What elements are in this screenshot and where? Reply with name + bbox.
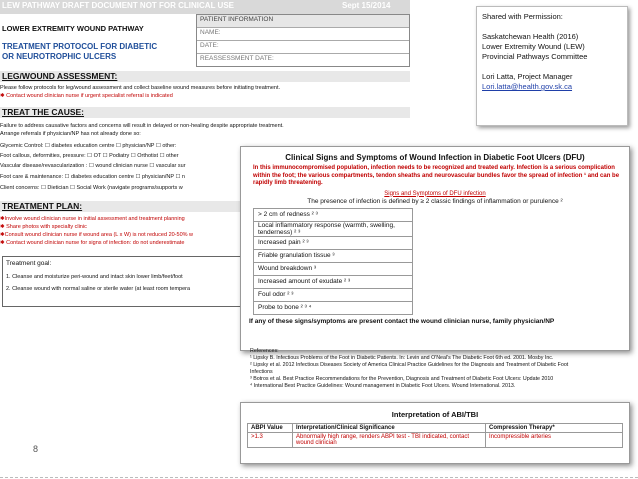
page-number: 8	[33, 444, 39, 454]
protocol-title-2: OR NEUROTROPHIC ULCERS	[2, 52, 117, 61]
permission-box	[476, 6, 628, 126]
treatment-step: 1. Cleanse and moisturize peri-wound and intact skin lower limb/feet/foot	[6, 274, 183, 280]
plan-heading: TREATMENT PLAN:	[0, 201, 410, 212]
abi-value: >1.3	[248, 433, 293, 448]
reference-line: Infections	[250, 369, 273, 375]
dfu-definition: The presence of infection is defined by ≥ 2 classic findings of inflammation or purulence ²	[307, 197, 563, 205]
treatment-step: 2. Cleanse wound with normal saline or sterile water (at least room tempera	[6, 286, 191, 292]
dfu-subtitle: Signs and Symptoms of DFU infection	[384, 190, 486, 197]
assessment-text: Please follow protocols for leg/wound assessment and collect baseline wound measures before initiating treatment.	[0, 85, 281, 91]
plan-item: ✱ Share photos with specialty clinic	[0, 224, 87, 230]
treatment-goal-label: Treatment goal:	[6, 260, 52, 267]
dfu-infection-panel	[240, 146, 630, 351]
plan-item: ✱Consult wound clinician nurse if wound area (L x W) is not reduced 20-50% w	[0, 232, 194, 238]
reassessment-date-field[interactable]: REASSESSMENT DATE:	[200, 55, 274, 62]
permission-committee: Provincial Pathways Committee	[482, 52, 588, 61]
patient-info-heading: PATIENT INFORMATION	[197, 15, 409, 28]
permission-source: Saskatchewan Health (2016)	[482, 32, 579, 41]
abi-col-header: ABPI Value	[248, 424, 293, 433]
sign-row: Friable granulation tissue ³	[254, 249, 413, 262]
sign-row: Wound breakdown ³	[254, 262, 413, 275]
draft-date: Sept 15/2014	[342, 1, 391, 10]
referral-item: Foot callous, deformities, pressure: ☐ OT ☐ Podiatry ☐ Orthotist ☐ other	[0, 153, 179, 159]
draft-notice: LEW PATHWAY DRAFT DOCUMENT NOT FOR CLINICAL USE	[2, 1, 234, 10]
sign-row: Increased amount of exudate ² ³	[254, 275, 413, 288]
plan-item: ✱Involve wound clinician nurse in initial assessment and treatment planning	[0, 216, 185, 222]
reference-line: ² Lipsky et al. 2012 Infectious Diseases Society of America Clinical Practice Guidelines for the Diagnosis and Treatment of Diabetic Foot	[250, 362, 569, 368]
abi-interpretation: Abnormally high range, renders ABPI test - TBI indicated, contact wound clinician	[293, 433, 486, 448]
draft-header-bar	[0, 0, 410, 14]
sign-row: Local inflammatory response (warmth, swelling, tenderness) ² ³	[254, 221, 413, 236]
references	[250, 348, 630, 390]
dfu-warning: In this immunocompromised population, infection needs to be recognized and treated early. Infection is a serious complication within the foot; the various compartments, tendon sheaths and neurovascular bundles favor the spread of infection ¹ and can be rapidly limb threatening.	[253, 165, 620, 186]
cause-heading: TREAT THE CAUSE:	[0, 107, 410, 118]
pathway-title: LOWER EXTREMITY WOUND PATHWAY	[2, 24, 144, 33]
permission-heading: Shared with Permission:	[482, 12, 563, 21]
patient-info-box	[196, 14, 410, 67]
sign-row: Increased pain ² ³	[254, 236, 413, 249]
sign-row: > 2 cm of redness ² ³	[254, 208, 413, 221]
assessment-warning: ✱ Contact wound clinician nurse if urgent specialist referral is indicated	[0, 93, 173, 99]
cause-line-2: Arrange referrals if physician/NP has not already done so:	[0, 131, 141, 137]
dfu-signs-table	[253, 208, 413, 315]
referral-item: Glycemic Control: ☐ diabetes education centre ☐ physician/NP ☐ other:	[0, 143, 177, 149]
page-divider	[0, 477, 638, 478]
sign-row: Probe to bone ² ³ ⁴	[254, 301, 413, 314]
abi-compression: Incompressible arteries	[486, 433, 623, 448]
permission-email-link[interactable]: Lori.latta@health.gov.sk.ca	[482, 82, 573, 91]
referral-item: Client concerns: ☐ Dietician ☐ Social Work (navigate programs/supports w	[0, 185, 183, 191]
reference-line: ¹ Lipsky B. Infectious Problems of the Foot in Diabetic Patients. In: Levin and O'Neal's The Diabetic Foot 6th ed. 2001. Mosby Inc.	[250, 355, 554, 361]
abi-title: Interpretation of ABI/TBI	[391, 410, 479, 419]
assessment-heading: LEG/WOUND ASSESSMENT:	[0, 71, 410, 82]
cause-line-1: Failure to address causative factors and concerns will result in delayed or non-healing despite appropriate treatment.	[0, 123, 284, 129]
reference-line: ⁴ International Best Practice Guidelines: Wound management in Diabetic Foot Ulcers. Wound International. 2013.	[250, 383, 516, 389]
reference-line: ³ Botros et al. Best Practice Recommendations for the Prevention, Diagnosis and Treatment of Diabetic Foot Ulcers: Update 2010	[250, 376, 554, 382]
abi-col-header: Compression Therapy*	[486, 424, 623, 433]
abi-col-header: Interpretation/Clinical Significance	[293, 424, 486, 433]
dfu-title: Clinical Signs and Symptoms of Wound Infection in Diabetic Foot Ulcers (DFU)	[285, 153, 585, 162]
protocol-title-1: TREATMENT PROTOCOL FOR DIABETIC	[2, 42, 158, 51]
sign-row: Foul odor ² ³	[254, 288, 413, 301]
patient-date-field[interactable]: DATE:	[197, 41, 409, 54]
permission-contact: Lori Latta, Project Manager	[482, 72, 573, 81]
permission-org: Lower Extremity Wound (LEW)	[482, 42, 585, 51]
plan-item: ✱ Contact wound clinician nurse for signs of infection: do not underestimate	[0, 240, 185, 246]
abi-panel	[240, 402, 630, 464]
abi-table	[247, 423, 623, 448]
patient-name-field[interactable]: NAME:	[197, 28, 409, 41]
referral-item: Vascular disease/revascularization : ☐ wound clinician nurse ☐ vascular sur	[0, 163, 186, 169]
referral-item: Foot care & maintenance: ☐ diabetes education centre ☐ physician/NP ☐ n	[0, 174, 185, 180]
reference-line: References:	[250, 348, 279, 354]
dfu-footer: If any of these signs/symptoms are present contact the wound clinician nurse, family physician/NP	[249, 317, 555, 325]
